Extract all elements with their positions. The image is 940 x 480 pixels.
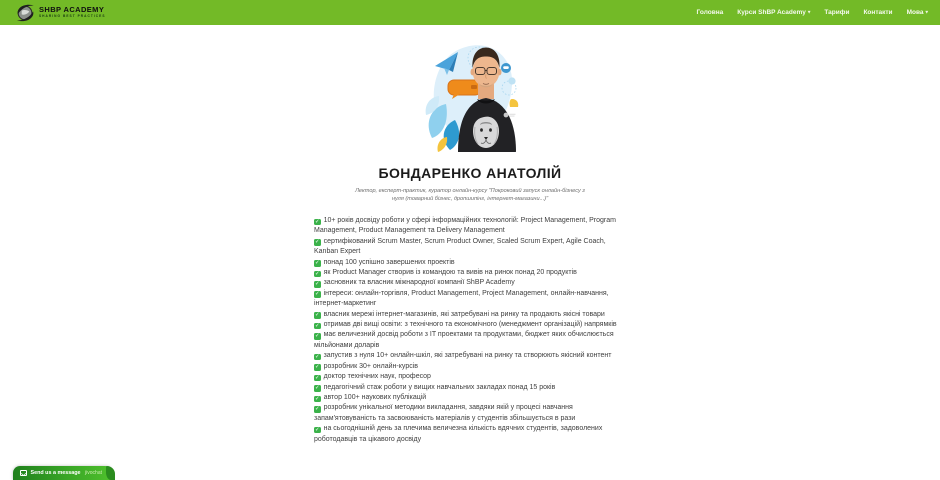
check-icon <box>314 396 321 403</box>
nav-item-pricing[interactable]: Тарифи <box>824 9 850 16</box>
site-header <box>0 0 940 25</box>
profile-subtitle: Лектор, експерт-практик, куратор онлайн-курсу "Покроковий запуск онлайн-бізнесу з нуля (товарний бізнес, дропшипінг, інтернет-магазини...)" <box>355 188 585 202</box>
logo-title: SHBP ACADEMY <box>39 5 105 15</box>
check-icon <box>314 312 321 319</box>
list-item: ✓понад 100 успішно завершених проектів <box>314 258 626 268</box>
check-icon <box>314 219 321 226</box>
list-item: ✓має величезний досвід роботи з IT проектами та продуктами, бюджет яких обчислюється мільйонами доларів <box>314 330 626 351</box>
check-icon <box>314 333 321 340</box>
check-icon <box>314 281 321 288</box>
logo[interactable] <box>16 3 106 22</box>
list-item: ✓власник мережі інтернет-магазинів, які затребувані на ринку та продають якісні товари <box>314 310 626 320</box>
check-icon <box>314 427 321 434</box>
list-item: ✓отримав дві вищі освіти: з технічного та економічного (менеджмент організацій) напрямків <box>314 320 626 330</box>
logo-tagline: SHARING BEST PRACTICES <box>39 14 106 19</box>
photo-container <box>0 41 940 152</box>
envelope-icon <box>20 470 27 476</box>
check-icon <box>314 406 321 413</box>
logo-globe-icon <box>16 3 35 22</box>
check-icon <box>314 354 321 361</box>
list-item: ✓автор 100+ наукових публікацій <box>314 393 626 403</box>
list-item: ✓засновник та власник міжнародної компанії ShBP Academy <box>314 278 626 288</box>
check-icon <box>314 375 321 382</box>
main-nav <box>697 9 928 16</box>
list-item: ✓інтереси: онлайн-торгівля, Product Management, Project Management, онлайн-навчання, інтернет-маркетинг <box>314 289 626 310</box>
list-item: ✓розробник 30+ онлайн-курсів <box>314 362 626 372</box>
list-item: ✓як Product Manager створив із командою та вивів на ринок понад 20 продуктів <box>314 268 626 278</box>
nav-item-language[interactable]: Мова ▾ <box>906 9 928 16</box>
list-item: ✓на сьогоднішній день за плечима величезна кількість вдячних студентів, задоволених роботодавців та цікавого досвіду <box>314 424 626 445</box>
check-icon <box>314 260 321 267</box>
list-item: ✓розробник унікальної методики викладання, завдяки якій у процесі навчання запам'ятовуваність та засвоюваність матеріалів у студентів збільшується в рази <box>314 403 626 424</box>
achievements-list <box>314 216 626 445</box>
logo-text <box>39 6 106 18</box>
chat-message-label: Send us a message <box>30 470 81 476</box>
chevron-down-icon: ▾ <box>925 9 928 16</box>
profile-photo <box>422 41 519 152</box>
nav-item-home[interactable]: Головна <box>696 9 724 16</box>
check-icon <box>314 385 321 392</box>
list-item: ✓доктор технічних наук, професор <box>314 372 626 382</box>
jivochat-widget[interactable] <box>13 466 112 480</box>
list-item: ✓запустив з нуля 10+ онлайн-шкіл, які затребувані на ринку та створюють якісний контент <box>314 351 626 361</box>
main-content <box>0 41 940 445</box>
check-icon <box>314 291 321 298</box>
check-icon <box>314 271 321 278</box>
nav-item-courses[interactable]: Курси ShBP Academy ▾ <box>737 9 811 16</box>
list-item: ✓сертифікований Scrum Master, Scrum Product Owner, Scaled Scrum Expert, Agile Coach, Kanban Expert <box>314 237 626 258</box>
list-item: ✓10+ років досвіду роботи у сфері інформаційних технологій: Project Management, Program Management, Product Management та Delivery Management <box>314 216 626 237</box>
nav-item-contacts[interactable]: Контакти <box>863 9 893 16</box>
check-icon <box>314 323 321 330</box>
check-icon <box>314 239 321 246</box>
check-icon <box>314 364 321 371</box>
jivochat-brand-label: jivochat <box>85 470 102 476</box>
list-item: ✓педагогічний стаж роботи у вищих навчальних закладах понад 15 років <box>314 383 626 393</box>
page-title: БОНДАРЕНКО АНАТОЛІЙ <box>378 165 562 181</box>
chevron-down-icon: ▾ <box>807 9 811 16</box>
